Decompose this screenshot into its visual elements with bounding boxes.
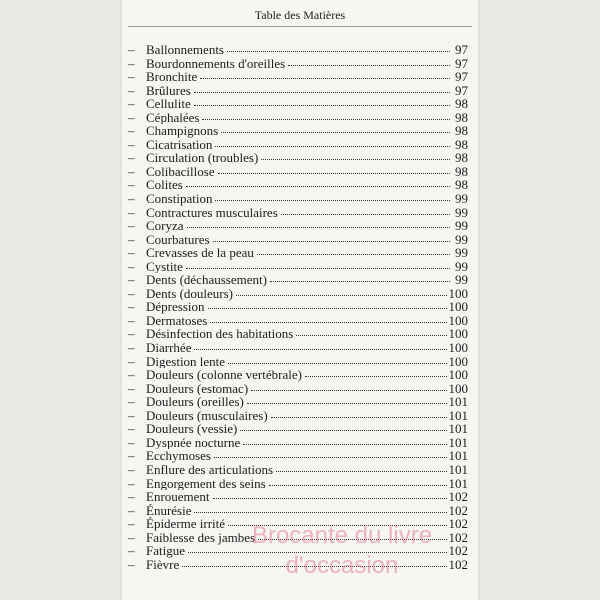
toc-term: Dents (déchaussement) — [146, 272, 267, 288]
dot-leader — [269, 485, 447, 486]
toc-page-number: 97 — [455, 42, 468, 57]
toc-bullet: – — [128, 245, 135, 261]
toc-bullet: – — [128, 543, 135, 559]
toc-bullet: – — [128, 556, 135, 572]
toc-entry — [122, 517, 478, 531]
toc-term: Diarrhée — [146, 340, 192, 356]
toc-entry — [122, 260, 478, 274]
toc-page-number: 99 — [455, 231, 468, 247]
toc-entry-line — [146, 219, 468, 233]
toc-page-number: 100 — [448, 312, 468, 328]
dot-leader — [218, 173, 450, 174]
toc-entry — [122, 192, 478, 206]
toc-bullet: – — [128, 299, 135, 315]
toc-entry-line — [146, 395, 468, 409]
toc-term: Enrouement — [146, 489, 210, 505]
toc-bullet: – — [128, 163, 135, 179]
toc-bullet: – — [128, 177, 135, 193]
toc-entry — [122, 422, 478, 436]
dot-leader — [186, 268, 450, 269]
toc-bullet: – — [128, 285, 135, 301]
dot-leader — [194, 349, 446, 350]
toc-entry — [122, 57, 478, 71]
dot-leader — [276, 471, 446, 472]
dot-leader — [228, 363, 446, 364]
toc-term: Cellulite — [146, 96, 191, 112]
toc-term: Bourdonnements d'oreilles — [146, 55, 286, 71]
header-rule — [128, 26, 472, 27]
toc-bullet: – — [128, 69, 135, 85]
toc-page-number: 99 — [455, 258, 468, 274]
toc-entry — [122, 246, 478, 260]
dot-leader — [194, 92, 450, 93]
dot-leader — [247, 403, 447, 404]
toc-page-number: 98 — [455, 163, 468, 179]
toc-entry — [122, 219, 478, 233]
toc-bullet: – — [128, 312, 135, 328]
toc-entry — [122, 544, 478, 558]
dot-leader — [271, 417, 447, 418]
toc-entry — [122, 436, 478, 450]
toc-term: Colibacillose — [146, 163, 215, 179]
toc-bullet: – — [128, 204, 135, 220]
watermark-line-2: d'occasion — [285, 552, 399, 579]
toc-entry-line — [146, 355, 468, 369]
toc-entry — [122, 314, 478, 328]
toc-entry — [122, 43, 478, 57]
toc-entry-line — [146, 178, 468, 192]
toc-bullet: – — [128, 489, 135, 505]
toc-entry-line — [146, 517, 468, 531]
toc-page-number: 100 — [448, 367, 468, 383]
toc-bullet: – — [128, 258, 135, 274]
toc-term: Cystite — [146, 258, 183, 274]
toc-term: Coryza — [146, 218, 184, 234]
toc-entry-line — [146, 246, 468, 260]
toc-bullet: – — [128, 42, 135, 57]
toc-entry — [122, 300, 478, 314]
dot-leader — [257, 254, 450, 255]
toc-term: Fatigue — [146, 543, 185, 559]
toc-entry-line — [146, 84, 468, 98]
toc-entry-line — [146, 165, 468, 179]
toc-term: Douleurs (oreilles) — [146, 394, 244, 410]
dot-leader — [210, 322, 446, 323]
toc-term: Ecchymoses — [146, 448, 211, 464]
dot-leader — [288, 65, 450, 66]
toc-entry — [122, 124, 478, 138]
toc-page-number: 102 — [448, 516, 468, 532]
toc-entry-line — [146, 341, 468, 355]
dot-leader — [270, 281, 450, 282]
toc-page-number: 98 — [455, 123, 468, 139]
toc-entry-line — [146, 124, 468, 138]
toc-page-number: 100 — [448, 285, 468, 301]
toc-page-number: 99 — [455, 218, 468, 234]
toc-term: Douleurs (musculaires) — [146, 407, 268, 423]
toc-entry-line — [146, 409, 468, 423]
toc-term: Désinfection des habitations — [146, 326, 294, 342]
toc-entry-line — [146, 111, 468, 125]
toc-entry — [122, 504, 478, 518]
toc-term: Dépression — [146, 299, 205, 315]
toc-bullet: – — [128, 353, 135, 369]
toc-bullet: – — [128, 461, 135, 477]
toc-entry — [122, 327, 478, 341]
toc-bullet: – — [128, 380, 135, 396]
toc-entry-line — [146, 300, 468, 314]
toc-term: Champignons — [146, 123, 219, 139]
toc-page-number: 101 — [448, 475, 468, 491]
dot-leader — [215, 146, 450, 147]
dot-leader — [240, 430, 446, 431]
table-of-contents — [122, 43, 478, 571]
toc-entry-line — [146, 544, 468, 558]
toc-entry — [122, 97, 478, 111]
toc-bullet: – — [128, 407, 135, 423]
toc-entry — [122, 449, 478, 463]
toc-bullet: – — [128, 231, 135, 247]
toc-entry-line — [146, 138, 468, 152]
toc-entry-line — [146, 70, 468, 84]
toc-term: Céphalées — [146, 109, 200, 125]
toc-entry — [122, 138, 478, 152]
toc-bullet: – — [128, 123, 135, 139]
toc-term: Colites — [146, 177, 183, 193]
toc-term: Dermatoses — [146, 312, 208, 328]
toc-entry-line — [146, 273, 468, 287]
dot-leader — [296, 335, 446, 336]
toc-entry-line — [146, 531, 468, 545]
toc-bullet: – — [128, 475, 135, 491]
toc-entry-line — [146, 382, 468, 396]
toc-entry — [122, 273, 478, 287]
toc-bullet: – — [128, 448, 135, 464]
toc-bullet: – — [128, 394, 135, 410]
dot-leader — [243, 444, 446, 445]
toc-entry-line — [146, 57, 468, 71]
toc-term: Douleurs (colonne vertébrale) — [146, 367, 302, 383]
toc-term: Douleurs (vessie) — [146, 421, 238, 437]
toc-term: Engorgement des seins — [146, 475, 266, 491]
toc-entry-line — [146, 368, 468, 382]
toc-bullet: – — [128, 326, 135, 342]
toc-entry-line — [146, 314, 468, 328]
toc-entry — [122, 341, 478, 355]
dot-leader — [213, 241, 450, 242]
toc-bullet: – — [128, 191, 135, 207]
toc-entry — [122, 287, 478, 301]
toc-entry-line — [146, 422, 468, 436]
toc-page-number: 99 — [455, 272, 468, 288]
toc-page-number: 101 — [448, 394, 468, 410]
toc-page-number: 99 — [455, 204, 468, 220]
toc-bullet: – — [128, 434, 135, 450]
toc-entry — [122, 558, 478, 572]
toc-term: Cicatrisation — [146, 136, 213, 152]
toc-entry-line — [146, 287, 468, 301]
toc-bullet: – — [128, 136, 135, 152]
toc-entry-line — [146, 463, 468, 477]
toc-bullet: – — [128, 529, 135, 545]
toc-term: Faiblesse des jambes — [146, 529, 256, 545]
toc-bullet: – — [128, 340, 135, 356]
toc-term: Contractures musculaires — [146, 204, 278, 220]
toc-page-number: 102 — [448, 502, 468, 518]
toc-entry — [122, 84, 478, 98]
toc-entry — [122, 368, 478, 382]
toc-entry-line — [146, 490, 468, 504]
toc-page-number: 97 — [455, 82, 468, 98]
toc-bullet: – — [128, 421, 135, 437]
toc-bullet: – — [128, 55, 135, 71]
toc-entry-line — [146, 97, 468, 111]
dot-leader — [305, 376, 447, 377]
toc-bullet: – — [128, 367, 135, 383]
toc-page-number: 98 — [455, 109, 468, 125]
toc-page-number: 102 — [448, 543, 468, 559]
toc-page-number: 100 — [448, 353, 468, 369]
toc-entry-line — [146, 192, 468, 206]
toc-term: Fièvre — [146, 556, 180, 572]
dot-leader — [227, 51, 450, 52]
dot-leader — [251, 390, 446, 391]
toc-entry-line — [146, 436, 468, 450]
toc-entry-line — [146, 477, 468, 491]
toc-bullet: – — [128, 516, 135, 532]
toc-term: Crevasses de la peau — [146, 245, 254, 261]
toc-term: Constipation — [146, 191, 213, 207]
toc-entry — [122, 477, 478, 491]
toc-page-number: 97 — [455, 55, 468, 71]
toc-bullet: – — [128, 109, 135, 125]
toc-entry — [122, 490, 478, 504]
dot-leader — [182, 566, 446, 567]
toc-entry — [122, 151, 478, 165]
toc-page-number: 99 — [455, 245, 468, 261]
toc-page-number: 101 — [448, 434, 468, 450]
toc-entry-line — [146, 151, 468, 165]
toc-page-number: 102 — [448, 556, 468, 572]
dot-leader — [188, 552, 447, 553]
toc-entry — [122, 463, 478, 477]
dot-leader — [194, 105, 450, 106]
toc-entry — [122, 111, 478, 125]
book-page — [122, 0, 478, 600]
toc-term: Épiderme irrité — [146, 516, 226, 532]
toc-bullet: – — [128, 218, 135, 234]
toc-bullet: – — [128, 82, 135, 98]
toc-page-number: 100 — [448, 299, 468, 315]
toc-page-number: 97 — [455, 69, 468, 85]
toc-page-number: 101 — [448, 448, 468, 464]
dot-leader — [194, 512, 446, 513]
toc-term: Ballonnements — [146, 42, 224, 57]
dot-leader — [236, 295, 446, 296]
toc-entry — [122, 70, 478, 84]
dot-leader — [261, 159, 450, 160]
toc-bullet: – — [128, 272, 135, 288]
toc-term: Brûlures — [146, 82, 191, 98]
toc-page-number: 100 — [448, 340, 468, 356]
toc-term: Courbatures — [146, 231, 210, 247]
toc-entry — [122, 178, 478, 192]
toc-page-number: 102 — [448, 529, 468, 545]
toc-entry-line — [146, 233, 468, 247]
dot-leader — [221, 132, 450, 133]
dot-leader — [214, 457, 447, 458]
toc-entry — [122, 531, 478, 545]
toc-page-number: 101 — [448, 421, 468, 437]
toc-bullet: – — [128, 502, 135, 518]
toc-page-number: 99 — [455, 191, 468, 207]
dot-leader — [281, 214, 450, 215]
toc-page-number: 98 — [455, 177, 468, 193]
toc-term: Dents (douleurs) — [146, 285, 234, 301]
toc-page-number: 98 — [455, 150, 468, 166]
toc-page-number: 101 — [448, 407, 468, 423]
toc-term: Digestion lente — [146, 353, 226, 369]
toc-entry-line — [146, 327, 468, 341]
toc-bullet: – — [128, 96, 135, 112]
toc-page-number: 101 — [448, 461, 468, 477]
toc-page-number: 100 — [448, 380, 468, 396]
toc-page-number: 102 — [448, 489, 468, 505]
toc-entry-line — [146, 206, 468, 220]
toc-entry — [122, 165, 478, 179]
toc-entry-line — [146, 449, 468, 463]
toc-entry — [122, 206, 478, 220]
dot-leader — [208, 308, 447, 309]
watermark-line-1: Brocante du livre — [251, 522, 433, 549]
dot-leader — [202, 119, 450, 120]
toc-entry — [122, 409, 478, 423]
dot-leader — [215, 200, 450, 201]
page-header-title: Table des Matières — [254, 8, 346, 22]
toc-bullet: – — [128, 150, 135, 166]
toc-entry-line — [146, 260, 468, 274]
toc-term: Dyspnée nocturne — [146, 434, 241, 450]
toc-term: Circulation (troubles) — [146, 150, 259, 166]
dot-leader — [258, 539, 446, 540]
toc-page-number: 98 — [455, 96, 468, 112]
dot-leader — [228, 525, 446, 526]
toc-entry — [122, 395, 478, 409]
toc-entry-line — [146, 43, 468, 57]
toc-entry-line — [146, 504, 468, 518]
toc-entry-line — [146, 558, 468, 572]
dot-leader — [187, 227, 450, 228]
toc-term: Énurésie — [146, 502, 192, 518]
toc-entry — [122, 233, 478, 247]
dot-leader — [186, 186, 450, 187]
toc-term: Enflure des articulations — [146, 461, 274, 477]
toc-page-number: 98 — [455, 136, 468, 152]
dot-leader — [213, 498, 447, 499]
toc-entry — [122, 382, 478, 396]
toc-entry — [122, 355, 478, 369]
toc-term: Douleurs (estomac) — [146, 380, 249, 396]
toc-term: Bronchite — [146, 69, 198, 85]
dot-leader — [200, 78, 450, 79]
toc-page-number: 100 — [448, 326, 468, 342]
